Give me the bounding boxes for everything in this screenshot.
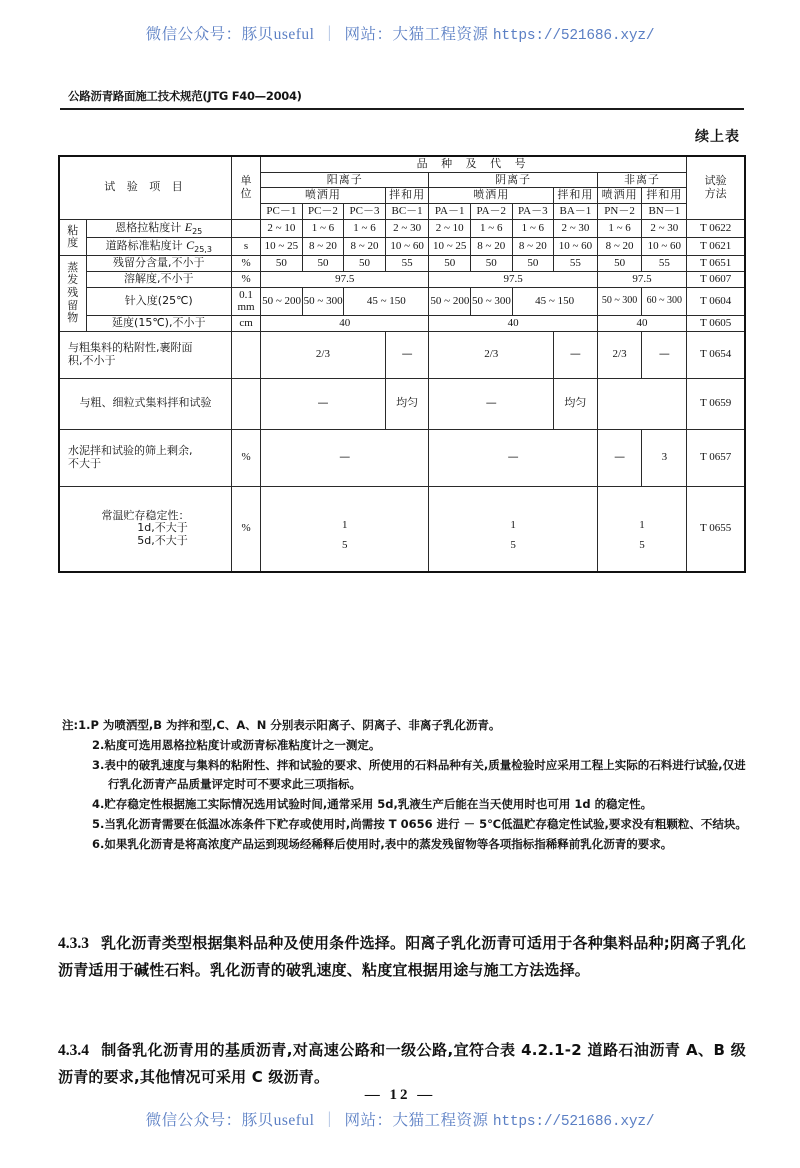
section-label-char: 粘 — [67, 223, 79, 237]
cell-test-method: T 0654 — [687, 331, 745, 378]
cell-value: — — [385, 331, 429, 378]
row-unit: % — [232, 429, 261, 486]
section-label-char: 发 — [67, 273, 79, 287]
watermark-site-label: 网站： — [344, 26, 393, 43]
cell-value-1d: 1 — [342, 518, 348, 531]
paragraph-4-3-4 — [58, 1037, 746, 1090]
table-row — [59, 378, 745, 429]
header-ion-anion: 阴离子 — [429, 172, 597, 188]
cell-value: 2 ~ 10 — [429, 219, 471, 237]
cell-value-stack — [261, 486, 429, 572]
cell-value: 45 ~ 150 — [344, 287, 429, 315]
cell-value: 1 ~ 6 — [302, 219, 344, 237]
cell-value: 50 — [470, 256, 512, 272]
cell-value: 均匀 — [385, 378, 429, 429]
header-cation-mix: 拌和用 — [385, 188, 429, 204]
spec-table-wrapper — [58, 155, 746, 573]
header-ion-cation: 阳离子 — [261, 172, 429, 188]
cell-value: 55 — [385, 256, 429, 272]
watermark-separator: ｜ — [321, 1112, 338, 1129]
section-label-char: 物 — [67, 311, 79, 325]
table-row — [59, 287, 745, 315]
watermark-site-label: 网站： — [344, 1112, 393, 1129]
table-row — [59, 219, 745, 237]
note-text: 1.P 为喷洒型,B 为拌和型,C、A、N 分别表示阳离子、阴离子、非离子乳化沥青。 — [78, 718, 501, 732]
cell-value-5d: 5 — [342, 539, 348, 552]
row-unit — [232, 287, 261, 315]
cell-test-method: T 0655 — [687, 486, 745, 572]
cell-value-stack — [597, 486, 686, 572]
header-code-bc1: BC－1 — [385, 203, 429, 219]
row-label-ductility: 延度(15℃),不小于 — [86, 315, 231, 331]
header-code-pn2: PN－2 — [597, 203, 642, 219]
note-item: 4.贮存稳定性根据施工实际情况选用试验时间,通常采用 5d,乳液生产后能在当天使用时也可用 1d 的稳定性。 — [92, 797, 653, 812]
row-unit — [232, 219, 261, 237]
cell-value: 55 — [554, 256, 598, 272]
watermark-site-name: 大猫工程资源 — [392, 1112, 489, 1129]
row-label-cement-mixing-residue — [59, 429, 232, 486]
header-code-pa1: PA－1 — [429, 203, 471, 219]
watermark-site-name: 大猫工程资源 — [392, 26, 489, 43]
header-unit-line2: 位 — [240, 186, 252, 200]
row-label-road-std-viscosity — [86, 237, 231, 255]
row-unit — [232, 331, 261, 378]
cell-test-method: T 0604 — [687, 287, 745, 315]
cell-value: 1 ~ 6 — [597, 219, 642, 237]
cell-value: 97.5 — [429, 271, 597, 287]
cell-value: 40 — [597, 315, 686, 331]
table-row — [59, 237, 745, 255]
row-label-line1: 水泥拌和试验的筛上剩余, — [68, 443, 193, 457]
cell-value-1d: 1 — [639, 518, 645, 531]
note-item: 2.粘度可选用恩格拉粘度计或沥青标准粘度计之一测定。 — [92, 737, 381, 752]
cell-test-method: T 0651 — [687, 256, 745, 272]
cell-value: 2 ~ 30 — [642, 219, 687, 237]
header-cation-spray: 喷洒用 — [261, 188, 386, 204]
cell-value: — — [642, 331, 687, 378]
row-unit: s — [232, 237, 261, 255]
cell-value: 60 ~ 300 — [642, 287, 687, 315]
cell-value: 50 ~ 300 — [302, 287, 344, 315]
header-ion-nonionic: 非离子 — [597, 172, 686, 188]
row-label-line1: 与粗集料的粘附性,裹附面 — [68, 340, 193, 354]
row-label-solubility: 溶解度,不小于 — [86, 271, 231, 287]
cell-value: 97.5 — [597, 271, 686, 287]
cell-value: — — [554, 331, 598, 378]
row-label-adhesion — [59, 331, 232, 378]
cell-value: — — [429, 429, 597, 486]
cell-test-method: T 0607 — [687, 271, 745, 287]
cell-test-method: T 0622 — [687, 219, 745, 237]
header-anion-mix: 拌和用 — [554, 188, 598, 204]
header-code-bn1: BN－1 — [642, 203, 687, 219]
section-label-char: 留 — [67, 298, 79, 312]
cell-value: 10 ~ 60 — [385, 237, 429, 255]
cell-value: 10 ~ 25 — [429, 237, 471, 255]
cell-value: 2/3 — [597, 331, 642, 378]
header-nonionic-spray: 喷洒用 — [597, 188, 642, 204]
cell-value: 8 ~ 20 — [302, 237, 344, 255]
table-row — [59, 271, 745, 287]
cell-value: 1 ~ 6 — [470, 219, 512, 237]
cell-value: 1 ~ 6 — [512, 219, 554, 237]
notes-prefix: 注: — [62, 718, 79, 732]
cell-value: 2 ~ 30 — [385, 219, 429, 237]
cell-value-stack — [429, 486, 597, 572]
cell-value: 10 ~ 60 — [642, 237, 687, 255]
cell-value: 2/3 — [429, 331, 554, 378]
paragraph-number: 4.3.3 — [58, 935, 89, 952]
header-method-column — [687, 156, 745, 219]
cell-value: 8 ~ 20 — [512, 237, 554, 255]
row-label-line2: 1d,不大于 — [137, 521, 188, 535]
page-number: — 12 — — [364, 1087, 436, 1103]
watermark-url: https://521686.xyz/ — [492, 28, 655, 44]
section-label-char: 度 — [67, 236, 79, 250]
row-unit — [232, 378, 261, 429]
header-variety-group: 品 种 及 代 号 — [261, 156, 687, 172]
cell-value: 50 — [261, 256, 303, 272]
cell-value: — — [597, 429, 642, 486]
row-unit: % — [232, 271, 261, 287]
note-item: 6.如果乳化沥青是将高浓度产品运到现场经稀释后使用时,表中的蒸发残留物等各项指标指稀释前乳化沥青的要求。 — [92, 836, 673, 851]
cell-value: — — [261, 378, 386, 429]
paragraph-text: 制备乳化沥青用的基质沥青,对高速公路和一级公路,宜符合表 4.2.1-2 道路石油沥青 A、B 级沥青的要求,其他情况可采用 C 级沥青。 — [58, 1041, 746, 1087]
row-unit-line1: 0.1 — [239, 288, 253, 301]
cell-value: 8 ~ 20 — [597, 237, 642, 255]
cell-value: 8 ~ 20 — [470, 237, 512, 255]
continued-table-label: 续上表 — [695, 129, 740, 145]
cell-value: 10 ~ 25 — [261, 237, 303, 255]
table-row — [59, 256, 745, 272]
cell-value: 10 ~ 60 — [554, 237, 598, 255]
cell-value: 50 ~ 300 — [597, 287, 642, 315]
cell-value: 3 — [642, 429, 687, 486]
watermark-wechat-name: 豚贝useful — [241, 1112, 315, 1129]
section-label-viscosity — [59, 219, 86, 256]
header-code-pa3: PA－3 — [512, 203, 554, 219]
cell-value: 50 ~ 200 — [261, 287, 303, 315]
cell-value: 2 ~ 30 — [554, 219, 598, 237]
header-item-column: 试 验 项 目 — [59, 156, 232, 219]
cell-value: — — [261, 429, 429, 486]
note-item: 3.表中的破乳速度与集料的粘附性、拌和试验的要求、所使用的石料品种有关,质量检验时应采用工程上实际的石料进行试验,仅进行乳化沥青产品质量评定时可不要求此三项指标。 — [92, 757, 746, 792]
note-item: 5.当乳化沥青需要在低温冰冻条件下贮存或使用时,尚需按 T 0656 进行 － 5℃低温贮存稳定性试验,要求没有粗颗粒、不结块。 — [92, 816, 747, 831]
row-label-text: 恩格拉粘度计 $E_{25}$ — [115, 219, 203, 236]
header-anion-spray: 喷洒用 — [429, 188, 554, 204]
cell-value: 均匀 — [554, 378, 598, 429]
header-nonionic-mix: 拌和用 — [642, 188, 687, 204]
row-label-mixing-test: 与粗、细粒式集料拌和试验 — [59, 378, 232, 429]
header-code-pc2: PC－2 — [302, 203, 344, 219]
note-item — [62, 716, 752, 736]
watermark-wechat-name: 豚贝useful — [241, 26, 315, 43]
header-code-pa2: PA－2 — [470, 203, 512, 219]
row-unit: % — [232, 486, 261, 572]
cell-value-1d: 1 — [510, 518, 516, 531]
watermark-bottom — [0, 1108, 800, 1130]
cell-value: 45 ~ 150 — [512, 287, 597, 315]
header-unit-column — [232, 156, 261, 219]
header-method-line2: 方法 — [704, 186, 727, 200]
table-row — [59, 486, 745, 572]
cell-value: 2/3 — [261, 331, 386, 378]
cell-value: 50 — [597, 256, 642, 272]
row-label-residue-content: 残留分含量,不小于 — [86, 256, 231, 272]
header-method-line1: 试验 — [704, 174, 727, 188]
cell-value: 40 — [261, 315, 429, 331]
section-label-char: 残 — [67, 286, 79, 300]
running-head: 公路沥青路面施工技术规范(JTG F40—2004) — [68, 89, 302, 103]
section-label-char: 蒸 — [67, 260, 79, 274]
row-label-line1: 常温贮存稳定性： — [101, 508, 190, 522]
cell-test-method: T 0621 — [687, 237, 745, 255]
section-label-evaporation-residue — [59, 256, 86, 331]
row-label-text: 道路标准粘度计 $C_{25,3}$ — [105, 237, 212, 255]
header-code-pc3: PC－3 — [344, 203, 386, 219]
row-label-storage-stability — [59, 486, 232, 572]
paragraph-text: 乳化沥青类型根据集料品种及使用条件选择。阳离子乳化沥青可适用于各种集料品种;阴离子乳化沥青适用于碱性石料。乳化沥青的破乳速度、粘度宜根据用途与施工方法选择。 — [58, 934, 746, 980]
cell-value: 2 ~ 10 — [261, 219, 303, 237]
cell-value: 50 — [429, 256, 471, 272]
cell-value: 97.5 — [261, 271, 429, 287]
cell-value: 50 ~ 300 — [470, 287, 512, 315]
cell-value: 40 — [429, 315, 597, 331]
header-code-ba1: BA－1 — [554, 203, 598, 219]
cell-value: 1 ~ 6 — [344, 219, 386, 237]
cell-value — [597, 378, 686, 429]
row-label-penetration: 针入度(25℃) — [86, 287, 231, 315]
cell-test-method: T 0657 — [687, 429, 745, 486]
cell-value: 50 — [344, 256, 386, 272]
cell-value: 8 ~ 20 — [344, 237, 386, 255]
cell-test-method: T 0659 — [687, 378, 745, 429]
table-header-row-1 — [59, 156, 745, 172]
cell-value: 50 — [512, 256, 554, 272]
row-label-line2: 不大于 — [68, 456, 101, 470]
cell-test-method: T 0605 — [687, 315, 745, 331]
watermark-wechat-label: 微信公众号： — [145, 26, 242, 43]
cell-value: 55 — [642, 256, 687, 272]
running-head-rule — [60, 108, 744, 110]
table-row — [59, 331, 745, 378]
table-row — [59, 315, 745, 331]
row-label-engler — [86, 219, 231, 237]
row-unit: % — [232, 256, 261, 272]
row-label-line3: 5d,不大于 — [137, 533, 188, 547]
row-unit: cm — [232, 315, 261, 331]
header-unit-line1: 单 — [240, 174, 252, 188]
row-label-line2: 积,不小于 — [68, 353, 116, 367]
paragraph-number: 4.3.4 — [58, 1042, 89, 1059]
row-unit-line2: mm — [237, 301, 255, 314]
cell-value: 50 — [302, 256, 344, 272]
watermark-url: https://521686.xyz/ — [492, 1114, 655, 1130]
table-row — [59, 429, 745, 486]
cell-value: — — [429, 378, 554, 429]
watermark-top — [0, 22, 800, 44]
cell-value-5d: 5 — [639, 539, 645, 552]
paragraph-4-3-3 — [58, 930, 746, 983]
cell-value: 50 ~ 200 — [429, 287, 471, 315]
spec-table — [58, 155, 746, 573]
watermark-separator: ｜ — [321, 26, 338, 43]
header-code-pc1: PC－1 — [261, 203, 303, 219]
table-notes — [62, 716, 752, 854]
watermark-wechat-label: 微信公众号： — [145, 1112, 242, 1129]
cell-value-5d: 5 — [510, 539, 516, 552]
